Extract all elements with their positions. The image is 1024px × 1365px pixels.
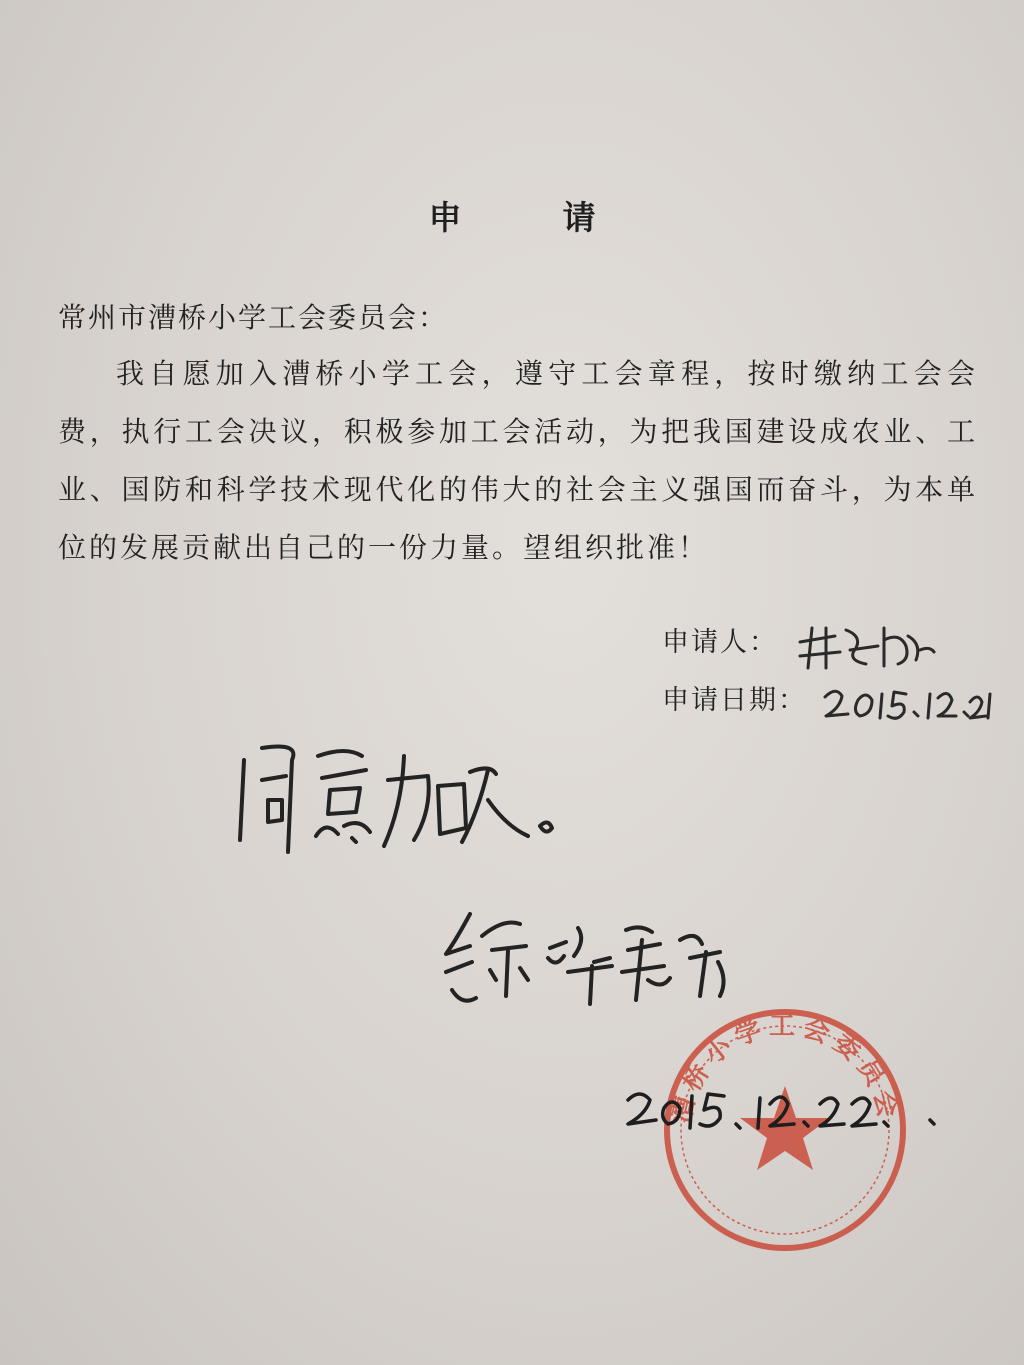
- apply-date-label: 申请日期：: [662, 685, 807, 716]
- seal-text: 漕桥小学工会委员会: [666, 1011, 904, 1126]
- document-title: 申 请: [428, 198, 630, 237]
- body-paragraph: 我自愿加入漕桥小学工会，遵守工会章程，按时缴纳工会会费，执行工会决议，积极参加工会活动，为把我国建设成农业、工业、国防和科学技术现代化的伟大的社会主义强国而奋斗，为本单位的发展贡献出自己的一份力量。望组织批准！: [58, 357, 978, 564]
- applicant-label: 申请人：: [662, 627, 778, 658]
- addressee: 常州市漕桥小学工会委员会：: [58, 301, 449, 334]
